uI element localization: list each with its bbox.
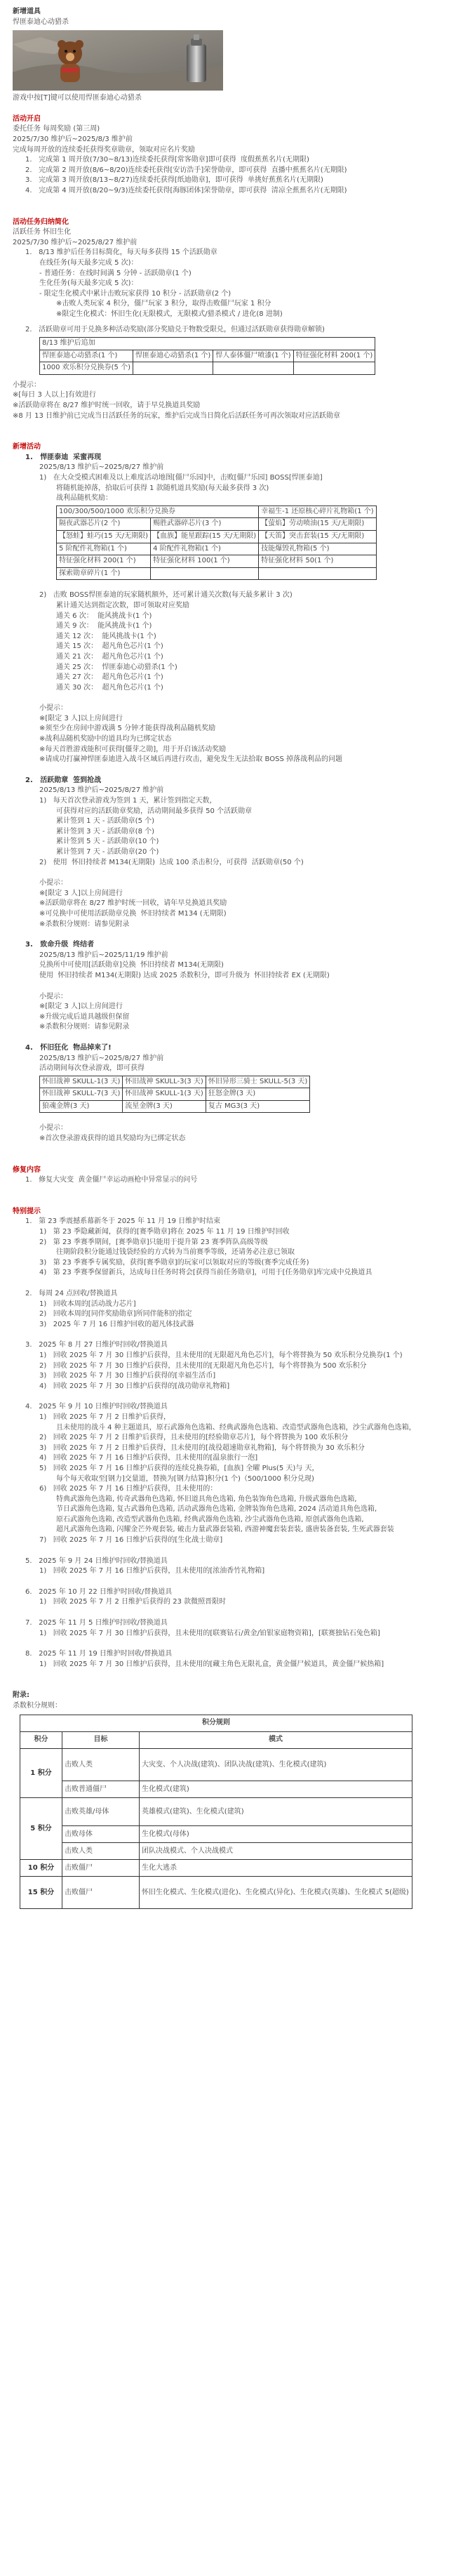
special-item-head: 2. 每周 24 点回收/替换道具 [25, 1290, 118, 1297]
event-s4 [13, 1043, 470, 1144]
loot-cell: 【怒蛙】蛙巧(15 天/无期限) [57, 530, 151, 543]
special-item-line: 2) 回收 2025 年 7 月 2 日维护后获得，且未使用的[经验勋章芯片]，每个将替换为 100 欢乐积分 [39, 1434, 349, 1442]
loot-cell: 特征强化材料 50(1 个) [259, 555, 377, 568]
task-line: 在线任务(每天最多完成 5 次)： [39, 258, 138, 267]
event-open-section [13, 114, 470, 197]
login-reward-cell: 流星金牌(3 天) [123, 1100, 206, 1113]
exchange-table-cell [213, 362, 293, 375]
clear-reward: 通关 12 次： 能风挑战卡(1 个) [56, 632, 156, 640]
task-line: 生化任务(每天最多完成 5 次)： [39, 279, 138, 288]
tip-line: ※首次登录游戏获得的道具奖励均为已绑定状态 [39, 1135, 186, 1143]
appendix-title: 附录: [13, 1691, 29, 1700]
tip-line: ※每天首胜游戏能积可获得[僵芽之勋]，用于开启该活动奖励 [39, 745, 227, 753]
exchange-table-cell: 1000 欢乐积分兑换券(5 个) [40, 362, 133, 375]
special-item-line: 每个每天收取至[钢力]交量道，替换为[钢力结算]积分(1 个)（500/1000 积分兑现) [56, 1474, 314, 1483]
tip-line: 小提示： [39, 704, 67, 713]
event-s2-line: 累计签到 5 天 - 活跃勋章(10 个) [56, 838, 159, 846]
tip-line: ※[限定 3 人]以上房间进行 [39, 889, 123, 897]
login-reward-cell: 狂怒金牌(3 天) [206, 1088, 309, 1101]
special-item-line: 5) 回收 2025 年 7 月 16 日维护后获得的连续兑换券箱，[血族] 全曜 Plus(5 天)与 天， [39, 1464, 319, 1472]
special-item-line: 1) 回收本周的[活动战力芯片] [39, 1300, 136, 1308]
loot-cell: 100/300/500/1000 欢乐积分兑换券 [57, 506, 259, 518]
special-item [13, 1340, 470, 1392]
clear-reward: 通关 15 次： 超凡角色芯片(1 个) [56, 642, 163, 651]
loot-cell: 【天笛】突击套装(15 天/无期限) [259, 530, 377, 543]
special-item-line: 超凡武器角色选箱, 闪耀金芒外观套装, 破击力量武器套装箱, 西游神魔套装套装, 盛唐装备套装, 生死武器套装 [56, 1526, 394, 1534]
tip-line: ※[每日 3 人以上]有效进行 [13, 391, 96, 399]
task-line: ※击败人类玩家 4 积分，僵尸玩家 3 积分，取得击败僵尸玩家 1 积分 [56, 300, 271, 308]
special-item-line: 原石武器角色选箱, 改造型武器角色选箱, 经典武器角色选箱, 沙尘武器角色选箱, 原创武器角色选箱, [56, 1515, 364, 1524]
exchange-table-cell: 悍匪泰迪心动猎杀(1 个) [133, 350, 213, 362]
login-reward-cell: 怀旧战神 SKULL-3(3 天) [123, 1076, 206, 1088]
special-item-line: 2) 回收本周的[同伴奖励勋章]所同伴能积的指定 [39, 1310, 192, 1319]
special-list [13, 1217, 470, 1670]
mode-cell: 生化模式(母体) [140, 1825, 412, 1842]
event-open-name: 委托任务 每周奖励 (第三周) [13, 125, 100, 133]
target-cell: 击败人类 [62, 1748, 140, 1781]
event-s3-line: 兑换所中可使用[活跃勋章]兑换 怀旧持续者 M134(无期限) [39, 961, 224, 970]
score-rule-table-title: 积分规则 [20, 1715, 412, 1731]
loot-cell: 赐胜武器碎芯片(3 个) [151, 518, 259, 531]
special-item-line: 2) 第 23 季赛季期间，[赛季勋章]只能用于提升第 23 赛季阵队高级等级 [39, 1238, 268, 1246]
event-s2 [13, 776, 470, 930]
event-s1-line: 将随机能掉落，拾取后可获得 1 款随机道具奖励(每天最多获得 3 次) [56, 484, 269, 492]
clear-reward: 通关 6 次： 能风挑战卡(1 个) [56, 612, 152, 620]
score-rule-header: 积分 [20, 1731, 62, 1748]
event-open-item: 1. 完成第 1 周开放(7/30~8/13)连续委托获得[常客勋章]即可获得 度假蕉蕉名片(无期限) [25, 156, 309, 164]
score-cell: 10 积分 [20, 1859, 62, 1876]
score-rule-header: 模式 [140, 1731, 412, 1748]
special-item-line: 节日武器角色选箱, 复古武器角色选箱, 活动武器角色选箱, 金牌装饰角色选箱, 2024 活动道具角色选箱, [56, 1505, 377, 1514]
loot-cell: 特征强化材料 100(1 个) [151, 555, 259, 568]
special-item-head: 4. 2025 年 9 月 10 日维护时回收/替换道具 [25, 1403, 168, 1411]
tip-line: 小提示： [39, 879, 67, 887]
loot-cell [151, 567, 259, 580]
event-s2-line: 可获得对应的活跃勋章奖励，活动期间最多获得 50 个活跃勋章 [56, 807, 253, 815]
login-reward-table [39, 1076, 310, 1114]
special-item-line: 4) 回收 2025 年 7 月 30 日维护后获得的[战功勋章礼物箱] [39, 1382, 230, 1390]
header [13, 7, 470, 104]
loot-cell: 特征强化材料 200(1 个) [57, 555, 151, 568]
exchange-table-cell [293, 362, 375, 375]
exchange-table-cell: 悍人泰体僵尸喷漆(1 个) [213, 350, 293, 362]
event-s4-time: 2025/8/13 维护后~2025/8/27 维护前 [39, 1054, 164, 1062]
loot-cell [259, 567, 377, 580]
event-s2-time: 2025/8/13 维护后~2025/8/27 维护前 [39, 786, 164, 795]
special-item [13, 1557, 470, 1577]
target-cell: 击败僵尸 [62, 1876, 140, 1908]
event-open-item: 3. 完成第 3 周开放(8/13~8/27)连续委托获得[纸迪勋章]，即可获得 单挑好蕉蕉名片(无期限) [25, 176, 323, 185]
fix-line: 1. 修复大灾变 黄金僵尸幸运动画枪中异常显示的问号 [25, 1176, 198, 1184]
event-s2-line: 2) 使用 怀旧持续者 M134(无期限) 达成 100 杀击积分，可获得 活跃勋章(50 个) [39, 858, 304, 866]
special-item-line: 7) 回收 2025 年 7 月 16 日维护后获得的[生化战士勋章] [39, 1536, 223, 1545]
special-item [13, 1289, 470, 1330]
special-item-line: 1) 回收 2025 年 7 月 2 日维护后获得的 23 款微照晋限时 [39, 1598, 227, 1606]
exchange-table-cell: 悍匪泰迪心动猎杀(1 个) [40, 350, 133, 362]
special-item-head: 7. 2025 年 11 月 5 日维护时回收/替换道具 [25, 1619, 168, 1627]
task-event-name: 活跃任务 怀旧生化 [13, 228, 72, 237]
target-cell: 击败僵尸 [62, 1859, 140, 1876]
special-item-head: 5. 2025 年 9 月 24 日维护时回收/替换道具 [25, 1557, 168, 1565]
special-item-line: 1) 第 23 季隐藏新闻，获得的[赛季勋章]将在 2025 年 11 月 19 日维护时回收 [39, 1228, 290, 1236]
event-s3-line: 使用 怀旧持续者 M134(无期限) 达成 2025 杀数积分，即可升级为 怀旧持续者 EX (无期限) [39, 971, 330, 979]
target-cell: 击败英雄/母体 [62, 1797, 140, 1825]
loot-cell: 技能爆毁礼物箱(5 个) [259, 543, 377, 555]
clear-reward: 通关 27 次： 超凡角色芯片(1 个) [56, 673, 163, 682]
event-open-title: 活动开启 [13, 114, 41, 123]
exchange-table-cell: 特征强化材料 200(1 个) [293, 350, 375, 362]
special-item-line: 1) 回收 2025 年 7 月 30 日维护后获得，且未使用的[无限超凡角色芯片]，每个将替换为 50 欢乐积分兑换券(1 个) [39, 1351, 403, 1359]
login-reward-cell: 怀旧战神 SKULL-7(3 天) [40, 1088, 123, 1101]
event-open-desc: 完成每周开放的连续委托获得奖章勋章，领取对应名片奖励 [13, 145, 195, 154]
task-line: 1. 8/13 维护后任务目标简化，每天每多获得 15 个活跃勋章 [25, 249, 217, 257]
tip-line: ※活跃勋章将在 8/27 维护时统一回收，请年早兑换道具奖励 [39, 899, 227, 908]
special-item-line: 4) 回收 2025 年 7 月 16 日维护后获得，且未使用的[温泉旅行一泡] [39, 1454, 258, 1462]
event-s2-line: 累计签到 7 天 - 活跃勋章(20 个) [56, 848, 159, 856]
task-event-title: 活动任务归纳简化 [13, 218, 69, 226]
special-item [13, 1587, 470, 1608]
special-item-head: 3. 2025 年 8 月 27 日维护时回收/替换道具 [25, 1341, 168, 1349]
tip-line: ※8 月 13 日维护前已完成当日活跃任务的玩家，维护后完成当日简化后活跃任务可再次领取对应活跃勋章 [13, 411, 341, 420]
score-rule-header: 目标 [62, 1731, 140, 1748]
tip-line: 小提示： [13, 381, 41, 389]
task-line: - 普通任务：在线时间满 5 分钟 - 活跃勋章(1 个) [39, 269, 192, 277]
new-event-title: 新增活动 [13, 443, 41, 451]
mode-cell: 大灾变、个人决战(建筑)、团队决战(建筑)、生化模式(建筑) [140, 1748, 412, 1781]
special-item-line: 3) 第 23 季赛季专属奖励，获得[赛季勋章]的玩家可以领取对应的等级(赛季完成任务) [39, 1258, 309, 1267]
task-line: ※限定生化模式：怀旧生化(无限模式，无限模式/猎杀模式 / 进化(8 进制) [56, 310, 283, 318]
event-s1-title: 1. 悍匪泰迪 采蜜再现 [25, 453, 102, 461]
mode-cell: 怀旧生化模式、生化模式(进化)、生化模式(异化)、生化模式(英雄)、生化模式 5(超级) [140, 1876, 412, 1908]
score-cell: 1 积分 [20, 1748, 62, 1797]
score-cell: 15 积分 [20, 1876, 62, 1908]
special-item-line: 3) 2025 年 7 月 16 日维护回收的超凡体技武器 [39, 1320, 194, 1328]
item-caption: 游戏中按[T]键可以使用悍匪泰迪心动猎杀 [13, 94, 142, 103]
task-event-section [13, 218, 470, 422]
special-item-line: 3) 回收 2025 年 7 月 2 日维护后获得，且未使用的[战役超速勋章礼物箱]，每个将替换为 30 欢乐积分 [39, 1444, 365, 1452]
special-item-line: 特典武器角色选箱, 传奇武器角色选箱, 怀旧道具角色选箱, 角色装饰角色选箱, 升级武器角色选箱, [56, 1495, 357, 1503]
login-reward-cell: 狼魂金牌(3 天) [40, 1100, 123, 1113]
tip-line: 小提示： [39, 1124, 67, 1132]
appendix-subtitle: 杀数积分规则： [13, 1702, 62, 1710]
special-item-head: 1. 第 23 季震撼系幕新冬于 2025 年 11 月 19 日维护时结束 [25, 1217, 221, 1226]
event-s1-line: 2) 击败 BOSS悍匪泰迪的玩家随机额外，还可累计通关次数(每天最多累计 3 次) [39, 591, 293, 600]
special-item [13, 1402, 470, 1545]
tip-line: 小提示： [39, 992, 67, 1000]
event-s2-title: 2. 活跃勋章 签到抢战 [25, 776, 102, 784]
special-item-line: 1) 回收 2025 年 7 月 30 日维护后获得，且未使用的[联赛钻石/黄金/铂银家庭物资箱]，[联赛独钻石兔色箱] [39, 1629, 380, 1637]
section-title-new-item: 新增道具 [13, 8, 41, 15]
loot-cell: 探索勋章碎片(1 个) [57, 567, 151, 580]
special-item-line: 3) 回收 2025 年 7 月 30 日维护后获得的[幸福生活币] [39, 1372, 216, 1380]
clear-reward: 通关 30 次： 超凡角色芯片(1 个) [56, 683, 163, 692]
loot-cell: 【血族】能星跟踪(15 天/无期限) [151, 530, 259, 543]
special-item-line: 1) 回收 2025 年 7 月 16 日维护后获得，且未使用的[浓油香竹礼物箱] [39, 1567, 265, 1576]
login-reward-cell: 怀旧异形三骑士 SKULL-5(3 天) [206, 1076, 309, 1088]
event-s4-line: 活动期间每次登录游戏，即可获得 [39, 1064, 145, 1073]
mode-cell: 生化大逃杀 [140, 1859, 412, 1876]
exchange-table-cell: 8/13 维护后追加 [40, 338, 375, 350]
event-open-item: 2. 完成第 2 周开放(8/6~8/20)连续委托获得[安访浩手]荣誉勋章，即可获得 直播中蕉蕉名片(无期限) [25, 166, 347, 174]
special-item-head: 8. 2025 年 11 月 19 日维护时回收/替换道具 [25, 1650, 173, 1658]
task-line: 2. 活跃勋章可用于兑换多种活动奖励(部分奖励兑于物数受限兑，但通过活跃勋章获得勋章解锁) [25, 326, 325, 334]
tip-line: ※可兑换中可使用活跃勋章兑换 怀旧持续者 M134 (无期限) [39, 909, 227, 918]
event-s3 [13, 940, 470, 1033]
event-s2-line: 累计签到 1 天 - 活跃勋章(5 个) [56, 817, 155, 826]
special-item-line: 1) 回收 2025 年 7 月 30 日维护后获得，且未使用的[藏主角色无限礼盒，黄金僵尸候道具，黄金僵尸候热箱] [39, 1660, 384, 1668]
event-s1-time: 2025/8/13 维护后~2025/8/27 维护前 [39, 463, 164, 472]
score-cell: 5 积分 [20, 1797, 62, 1859]
task-event-time: 2025/7/30 维护后~2025/8/27 维护前 [13, 238, 137, 246]
event-s1 [13, 453, 470, 765]
tip-line: ※杀数积分规则：请参见附录 [39, 920, 130, 928]
mode-cell: 生化模式(建筑) [140, 1781, 412, 1797]
event-open-item: 4. 完成第 4 周开放(8/20~9/3)连续委托获得[海豚团体]荣誉勋章，即可获得 清凉全蕉蕉名片(无期限) [25, 186, 347, 194]
event-s2-line: 累计签到 3 天 - 活跃勋章(8 个) [56, 827, 155, 835]
target-cell: 击败普通僵尸 [62, 1781, 140, 1797]
event-s1-line: 1) 在大众受模式困难及以上难度活动地图[僵尸乐园]中，击败[僵尸乐园] BOSS[悍匪泰迪] [39, 474, 323, 482]
tip-line: ※升级完成后道具越级但保留 [39, 1012, 130, 1021]
event-s1-line: 累计通关达到指定次数，即可领取对应奖励 [56, 601, 189, 609]
special-section [13, 1207, 470, 1670]
score-rule-table [20, 1715, 412, 1909]
target-cell: 击败人类 [62, 1842, 140, 1859]
loot-table [56, 506, 377, 581]
event-open-time: 2025/7/30 维护后~2025/8/3 维护前 [13, 135, 133, 143]
special-item-line: 2) 回收 2025 年 7 月 30 日维护后获得，且未使用的[无限超凡角色芯片]，每个将替换为 500 欢乐积分 [39, 1361, 367, 1370]
special-item-line: 4) 第 23 季赛季保留新兵，达成每日任务时将会[获得当前任务勋章]，可用于[任务勋章]库完成中兑换道具 [39, 1269, 372, 1277]
loot-cell: 幸福生-1 还原核心碎片礼物箱(1 个) [259, 506, 377, 518]
tip-line: ※活跃勋章将在 8/27 维护时统一回收，请于早兑换道具奖励 [13, 402, 201, 410]
loot-cell: 隔夜武器芯片(2 个) [57, 518, 151, 531]
tip-line: ※战利品随机奖励中的道具均为已绑定状态 [39, 735, 172, 744]
loot-cell: 【萤焰】劳动喷油(15 天/无期限) [259, 518, 377, 531]
fixes-section [13, 1165, 470, 1186]
fixes-title: 修复内容 [13, 1165, 41, 1174]
special-item-line: 6) 回收 2025 年 7 月 16 日维护后获得，且未使用的： [39, 1485, 217, 1493]
task-line: - 限定生化模式中累计击败玩家获得 10 积分 - 活跃勋章(2 个) [39, 289, 231, 298]
new-event-section [13, 442, 470, 1144]
mode-cell: 英雄模式(建筑)、生化模式(建筑) [140, 1797, 412, 1825]
special-item-line: 且未使用的战斗 4 种主题道具，原石武器角色选箱、经典武器角色选箱、改造型武器角色选箱，沙尘武器角色选箱， [56, 1423, 416, 1432]
tip-line: ※杀数积分规则：请参见附录 [39, 1023, 130, 1031]
special-item-line: 1) 回收 2025 年 7 月 2 日维护后获得， [39, 1413, 171, 1421]
login-reward-cell: 怀旧战神 SKULL-1(3 天) [40, 1076, 123, 1088]
appendix-section [13, 1691, 470, 1908]
event-s1-line: 战利品随机奖励： [56, 494, 112, 503]
event-s4-title: 4. 怀旧狂化 物品掉来了! [25, 1043, 112, 1052]
mode-cell: 团队决战模式、个人决战模式 [140, 1842, 412, 1859]
exchange-table [39, 337, 375, 375]
tip-line: ※[限定 3 人]以上房间进行 [39, 714, 123, 722]
special-item [13, 1217, 470, 1279]
exchange-table-cell [133, 362, 213, 375]
tip-line: ※请成功打赢神悍匪泰迪进入战斗区域后再进行攻击，避免发生无法拾取 BOSS 掉落战利品的问题 [39, 755, 342, 764]
loot-cell: 5 阶配件礼物箱(1 个) [57, 543, 151, 555]
event-s2-line: 1) 每天首次登录游戏为签到 1 天，累计签到指定天数， [39, 797, 217, 805]
clear-reward: 通关 9 次： 能风挑战卡(1 个) [56, 622, 152, 630]
loot-cell: 4 阶配件礼物箱(1 个) [151, 543, 259, 555]
special-item-head: 6. 2025 年 10 月 22 日维护时回收/替换道具 [25, 1587, 173, 1596]
special-item [13, 1649, 470, 1670]
item-banner-image [13, 30, 223, 91]
target-cell: 击败母体 [62, 1825, 140, 1842]
special-title: 特别提示 [13, 1207, 41, 1215]
tip-line: ※[限定 3 人]以上房间进行 [39, 1003, 123, 1011]
login-reward-cell: 怀旧战神 SKULL-1(3 天) [123, 1088, 206, 1101]
clear-reward: 通关 21 次： 超凡角色芯片(1 个) [56, 652, 163, 661]
tip-line: ※须至少在房间中游戏满 5 分钟才能获得战利品随机奖励 [39, 725, 216, 733]
event-s3-time: 2025/8/13 维护后~2025/11/19 维护前 [39, 951, 168, 959]
login-reward-cell: 复古 MG3(3 天) [206, 1100, 309, 1113]
item-name: 悍匪泰迪心动猎杀 [13, 18, 69, 26]
clear-reward: 通关 25 次： 悍匪泰迪心动猎杀(1 个) [56, 663, 177, 671]
event-s3-title: 3. 致命升级 终结者 [25, 941, 95, 949]
special-item [13, 1618, 470, 1639]
special-item-line: 往期阶段积分能通过钱袋经验的方式转为当前赛季等级，还请务必注意已领取 [56, 1248, 295, 1257]
